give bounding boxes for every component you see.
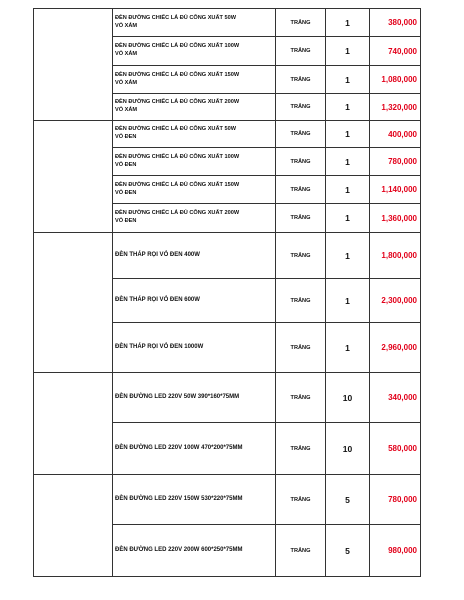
- product-price: 780,000: [370, 475, 421, 525]
- product-name: ĐÈN ĐƯỜNG LED 220V 100W 470*200*75MM: [113, 423, 276, 475]
- product-qty: 1: [326, 37, 370, 66]
- product-name: ĐÈN ĐƯỜNG CHIẾC LÁ ĐỦ CÔNG XUẤT 100W VỎ ĐEN: [113, 148, 276, 176]
- product-qty: 1: [326, 323, 370, 373]
- product-name: ĐÈN THÁP RỌI VỎ ĐEN 1000W: [113, 323, 276, 373]
- product-name: ĐÈN ĐƯỜNG CHIẾC LÁ ĐỦ CÔNG XUẤT 50W VỎ ĐEN: [113, 121, 276, 148]
- product-name: ĐÈN ĐƯỜNG CHIẾC LÁ ĐỦ CÔNG XUẤT 150W VỎ ĐEN: [113, 176, 276, 204]
- product-color: TRẮNG: [276, 475, 326, 525]
- product-color: TRẮNG: [276, 525, 326, 577]
- product-price: 400,000: [370, 121, 421, 148]
- product-qty: 1: [326, 66, 370, 94]
- product-color: TRẮNG: [276, 373, 326, 423]
- product-name: ĐÈN ĐƯỜNG CHIẾC LÁ ĐỦ CÔNG XUẤT 150W VỎ XÁM: [113, 66, 276, 94]
- product-color: TRẮNG: [276, 233, 326, 279]
- product-price: 2,960,000: [370, 323, 421, 373]
- product-color: TRẮNG: [276, 66, 326, 94]
- product-photo-black-leaf-lamps: [34, 121, 113, 233]
- product-qty: 1: [326, 204, 370, 233]
- product-name: ĐÈN ĐƯỜNG LED 220V 150W 530*220*75MM: [113, 475, 276, 525]
- product-price: 1,800,000: [370, 233, 421, 279]
- table-row: [34, 9, 421, 37]
- product-name: ĐÈN ĐƯỜNG LED 220V 50W 390*160*75MM: [113, 373, 276, 423]
- product-price: 580,000: [370, 423, 421, 475]
- table-row: [34, 373, 421, 423]
- product-photo-gray-leaf-lamps: [34, 9, 113, 121]
- product-name: ĐÈN ĐƯỜNG CHIẾC LÁ ĐỦ CÔNG XUẤT 100W VỎ XÁM: [113, 37, 276, 66]
- table-row: [34, 121, 421, 148]
- product-qty: 5: [326, 525, 370, 577]
- product-qty: 1: [326, 176, 370, 204]
- product-qty: 1: [326, 233, 370, 279]
- product-name: ĐÈN ĐƯỜNG CHIẾC LÁ ĐỦ CÔNG XUẤT 50W VỎ XÁM: [113, 9, 276, 37]
- product-color: TRẮNG: [276, 37, 326, 66]
- product-price: 1,080,000: [370, 66, 421, 94]
- table-row: [34, 475, 421, 525]
- product-price: 2,300,000: [370, 279, 421, 323]
- price-table: [33, 8, 421, 577]
- product-name: ĐÈN ĐƯỜNG LED 220V 200W 600*250*75MM: [113, 525, 276, 577]
- product-price: 780,000: [370, 148, 421, 176]
- product-color: TRẮNG: [276, 279, 326, 323]
- product-photo-tower-floodlights: [34, 233, 113, 373]
- product-color: TRẮNG: [276, 423, 326, 475]
- product-color: TRẮNG: [276, 204, 326, 233]
- product-qty: 1: [326, 9, 370, 37]
- product-photo-led-street-lamp-small: [34, 373, 113, 475]
- product-qty: 1: [326, 279, 370, 323]
- product-price: 380,000: [370, 9, 421, 37]
- product-name: ĐÈN ĐƯỜNG CHIẾC LÁ ĐỦ CÔNG XUẤT 200W VỎ XÁM: [113, 94, 276, 121]
- product-name: ĐÈN THÁP RỌI VỎ ĐEN 600W: [113, 279, 276, 323]
- product-qty: 5: [326, 475, 370, 525]
- product-price: 1,360,000: [370, 204, 421, 233]
- product-price: 980,000: [370, 525, 421, 577]
- product-color: TRẮNG: [276, 176, 326, 204]
- product-photo-led-street-lamp-large: [34, 475, 113, 577]
- product-price: 340,000: [370, 373, 421, 423]
- product-name: ĐÈN THÁP RỌI VỎ ĐEN 400W: [113, 233, 276, 279]
- product-color: TRẮNG: [276, 148, 326, 176]
- product-color: TRẮNG: [276, 94, 326, 121]
- product-price: 1,140,000: [370, 176, 421, 204]
- table-row: [34, 233, 421, 279]
- product-color: TRẮNG: [276, 121, 326, 148]
- product-qty: 10: [326, 373, 370, 423]
- product-qty: 1: [326, 148, 370, 176]
- product-color: TRẮNG: [276, 323, 326, 373]
- product-qty: 1: [326, 121, 370, 148]
- product-qty: 1: [326, 94, 370, 121]
- product-price: 740,000: [370, 37, 421, 66]
- product-color: TRẮNG: [276, 9, 326, 37]
- product-name: ĐÈN ĐƯỜNG CHIẾC LÁ ĐỦ CÔNG XUẤT 200W VỎ ĐEN: [113, 204, 276, 233]
- product-price: 1,320,000: [370, 94, 421, 121]
- product-qty: 10: [326, 423, 370, 475]
